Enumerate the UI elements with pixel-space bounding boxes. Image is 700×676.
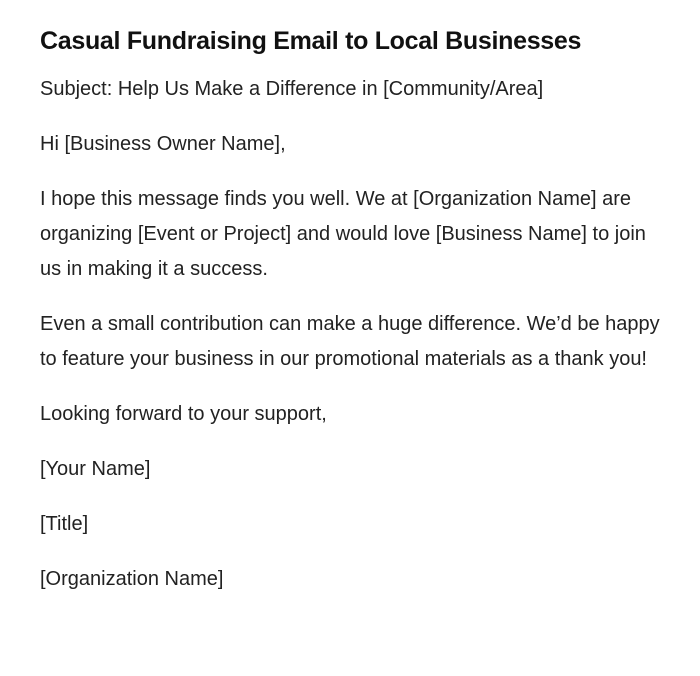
signature-name: [Your Name] <box>40 458 151 480</box>
email-closing: Looking forward to your support, <box>40 403 327 425</box>
email-body-paragraph-1: I hope this message finds you well. We at [Organization Name] are organizing [Event or Project] and would love [Business Name] to join us in making it a success. <box>40 188 646 280</box>
email-greeting: Hi [Business Owner Name], <box>40 133 286 155</box>
email-body-paragraph-2: Even a small contribution can make a huge difference. We’d be happy to feature your business in our promotional materials as a thank you! <box>40 313 660 370</box>
document-title: Casual Fundraising Email to Local Businesses <box>40 27 582 55</box>
email-subject-line: Subject: Help Us Make a Difference in [Community/Area] <box>40 78 544 100</box>
signature-organization: [Organization Name] <box>40 568 224 590</box>
signature-title: [Title] <box>40 513 89 535</box>
